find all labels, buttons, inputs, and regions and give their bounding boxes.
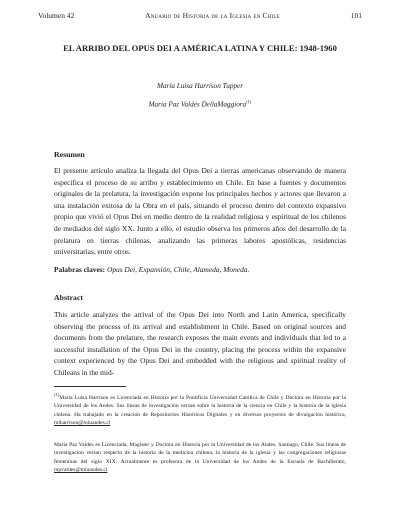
volume-label: Volumen 42 xyxy=(38,10,75,20)
author-name: María Paz Valdés DellaMaggiora xyxy=(148,100,247,109)
author-line-2 xyxy=(0,99,400,116)
abstract-text: This article analyzes the arrival of the Opus Dei into North and Latin America, specifically observing the process of its arrival and establishment in Chile. Based on original sources and documents from the prelature, the research exposes the main events and individuals that led to a successful installation of the Opus Dei in the country, placing the process within the expansive context experienced by the Opus Dei and embedded with the religious and spiritual reality of Chileans in the mid- xyxy=(54,310,346,377)
abstract-heading: Abstract xyxy=(54,293,84,302)
footnote-1 xyxy=(54,391,346,427)
keywords-label: Palabras claves: xyxy=(54,265,106,274)
author-list xyxy=(0,82,400,116)
resumen-text: El presente artículo analiza la llegada del Opus Dei a tierras americanas observando de manera específica el proceso de su arribo y establecimiento en Chile. En base a fuentes y documentos originales de la prelatura, la investigación expone los principales hechos y actores que llevaron a una instalación exitosa de la Obra en el país, situando el proceso dentro del contexto expansivo propio que vivió el Opus Dei en medio dentro de la realidad religiosa y espiritual de los chilenos de mediados del siglo XX. Junto a ello, el estudio observa los primeros años del desarrollo de la prelatura en tierras chilenas, analizando las primeras labores apostólicas, residencias universitarias, entre otros. xyxy=(54,166,346,257)
footnote-1-text: María Luisa Harrison es Licenciada en Historia por la Pontificia Universidad Católica de Chile y Doctora en Historia por la Universidad de los Andes. Sus líneas de investigación versan sobre la historia de la ciencia en Chile y la historia de la iglesia chilena. Ha trabajado en la creación de Repositorios Históricos Digitales y en diversos proyectos de divulgación histórica, xyxy=(54,394,346,418)
footnote-divider xyxy=(54,386,126,387)
email-link[interactable]: mpvaldes@miuandes.cl xyxy=(54,467,108,474)
article-title: EL ARRIBO DEL OPUS DEI A AMÉRICA LATINA Y CHILE: 1948-1960 xyxy=(63,43,337,53)
email-link[interactable]: mlharrison@miuandes.cl xyxy=(54,420,111,427)
keywords-values: Opus Dei, Expansión, Chile, Alameda, Moneda. xyxy=(106,265,250,274)
footnote-2-text: María Paz Valdés es Licenciada, Magíster y Doctora en Historia por la Universidad de los Andes, Santiago, Chile. Sus líneas de investigación versan respecto de la historia de la medicina chilena, la historia de la iglesia y las congregaciones religiosas femeninas del siglo XIX. Actualmente es profesora de la Universidad de los Andes de la Escuela de Bachillerato, xyxy=(54,442,346,465)
footnote-2 xyxy=(54,441,346,475)
footnote-marker: (1) xyxy=(54,392,60,397)
running-header xyxy=(38,8,362,22)
resumen-heading: Resumen xyxy=(54,150,85,159)
author-name: María Luisa Harrison Tupper xyxy=(156,82,244,90)
footnote-marker: (1) xyxy=(246,99,252,104)
author-line-1 xyxy=(0,82,400,99)
journal-name: Anuario de Historia de la Iglesia en Chile xyxy=(145,10,280,20)
page-number: 101 xyxy=(350,10,362,20)
keywords-line xyxy=(54,265,346,274)
